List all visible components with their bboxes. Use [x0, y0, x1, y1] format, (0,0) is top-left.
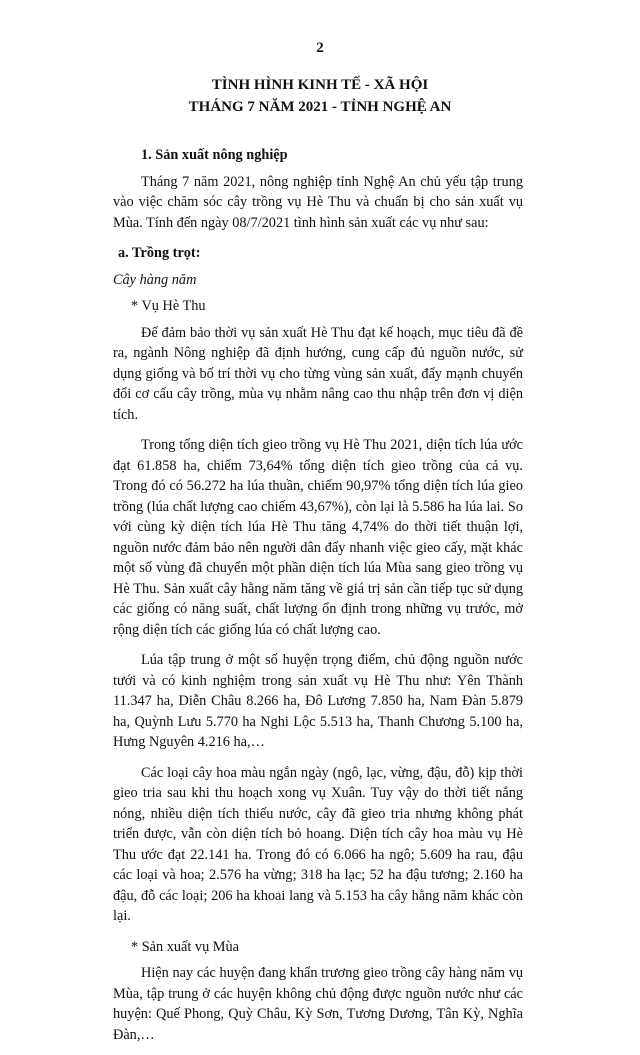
title-line-1: TÌNH HÌNH KINH TẾ - XÃ HỘI [211, 77, 429, 93]
section-heading: 1. Sản xuất nông nghiệp [141, 147, 288, 163]
paragraph-summer-1: Để đảm bảo thời vụ sản xuất Hè Thu đạt kế hoạch, mục tiêu đã đề ra, ngành Nông nghiệp đã định hướng, cung cấp đủ nguồn nước, sử dụng giống và bố trí thời vụ cho từng vùng sản xuất, đẩy mạnh chuyển đổi cơ cấu cây trồng, mùa vụ nhằm nâng cao thu nhập trên đơn vị diện tích. [113, 324, 523, 423]
subsection-heading: a. Trồng trọt: [118, 245, 201, 261]
document-body [113, 145, 523, 1055]
paragraph-summer-3: Lúa tập trung ở một số huyện trọng điểm, chủ động nguồn nước tưới và có kinh nghiệm trong sản xuất vụ Hè Thu như: Yên Thành 11.347 ha, Diễn Châu 8.266 ha, Đô Lương 7.850 ha, Nam Đàn 5.879 ha, Quỳnh Lưu 5.770 ha Nghi Lộc 5.513 ha, Thanh Chương 5.100 ha, Hưng Nguyên 4.216 ha,… [113, 652, 523, 750]
season-main-heading: * Sản xuất vụ Mùa [131, 938, 240, 955]
paragraph-intro: Tháng 7 năm 2021, nông nghiệp tỉnh Nghệ An chủ yếu tập trung vào việc chăm sóc cây trồng vụ Hè Thu và chuẩn bị cho sản xuất vụ Mùa. Tính đến ngày 08/7/2021 tình hình sản xuất các vụ như sau: [113, 173, 523, 231]
season-summer-heading: * Vụ Hè Thu [131, 298, 206, 314]
paragraph-summer-2: Trong tổng diện tích gieo trồng vụ Hè Thu 2021, diện tích lúa ước đạt 61.858 ha, chiếm 73,64% tổng diện tích gieo trồng của cả vụ. Trong đó có 56.272 ha lúa thuần, chiếm 90,97% tổng diện tích lúa gieo trồng (lúa chất lượng cao chiếm 43,67%), còn lại là 5.586 ha lúa lai. So với cùng kỳ diện tích lúa Hè Thu tăng 4,74% do thời tiết thuận lợi, nguồn nước đảm bảo nên người dân đẩy nhanh việc gieo cấy, mặt khác một số vùng đã chuyển một phần diện tích lúa Mùa sang gieo trồng vụ Hè Thu. Sản xuất cây hằng năm tăng về giá trị sản cần tiếp tục sử dụng các giống có năng suất, chất lượng ổn định trong những vụ trước, mở rộng diện tích các giống lúa có chất lượng cao. [113, 437, 523, 638]
paragraph-summer-4: Các loại cây hoa màu ngắn ngày (ngô, lạc, vừng, đậu, đỗ) kịp thời gieo tria sau khi thu hoạch xong vụ Xuân. Tuy vậy do thời tiết nắng nóng, nhiều diện tích thiếu nước, cây đã gieo tria nhưng không phát triển được, vẫn còn diện tích bỏ hoang. Diện tích cây hoa màu vụ Hè Thu ước đạt 22.141 ha. Trong đó có 6.066 ha ngô; 5.609 ha rau, đậu các loại và hoa; 2.576 ha vừng; 318 ha lạc; 52 ha đậu tương; 2.160 ha đậu, đỗ các loại; 206 ha khoai lang và 5.153 ha cây hằng năm khác còn lại. [113, 764, 523, 924]
document-title [0, 74, 640, 118]
page-number: 2 [316, 40, 324, 56]
crop-type-label: Cây hàng năm [113, 271, 197, 288]
title-line-2: THÁNG 7 NĂM 2021 - TỈNH NGHỆ AN [188, 99, 452, 115]
paragraph-main-1: Hiện nay các huyện đang khẩn trương gieo trồng cây hàng năm vụ Mùa, tập trung ở các huyện không chủ động được nguồn nước như các huyện: Quế Phong, Quỳ Châu, Kỳ Sơn, Tương Dương, Tân Kỳ, Nghĩa Đàn,… [113, 965, 523, 1043]
